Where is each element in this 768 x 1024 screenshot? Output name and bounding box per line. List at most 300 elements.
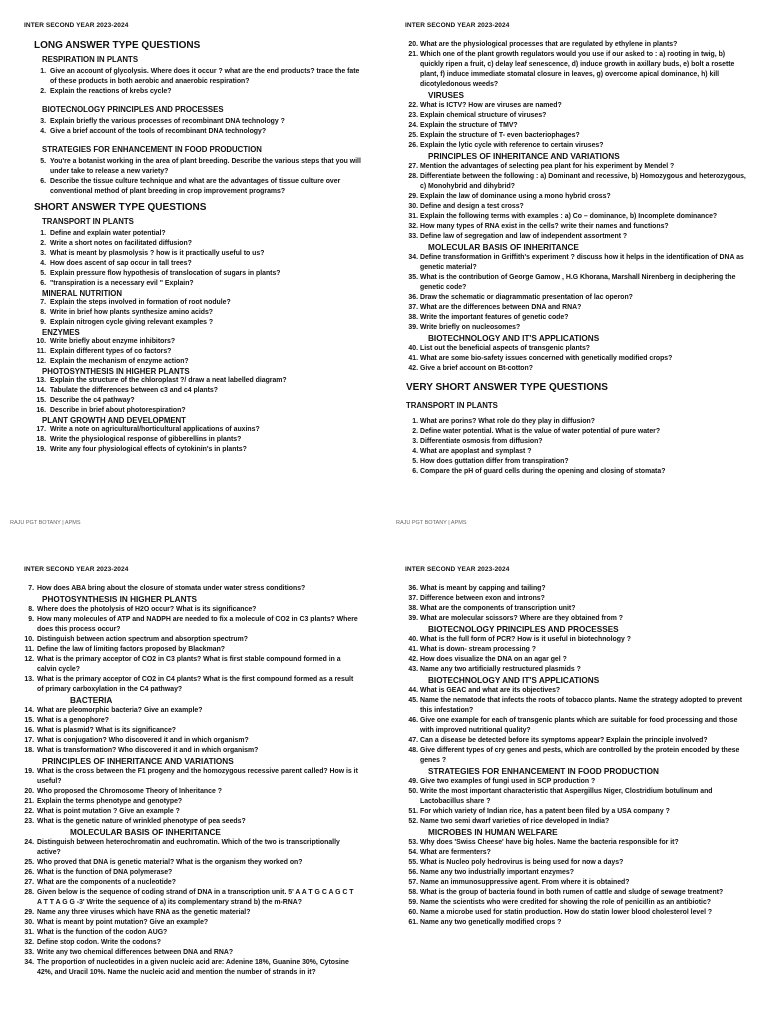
topic-title-biotechnology: BIOTECNOLOGY PRINCIPLES AND PROCESSES: [42, 105, 224, 114]
question-number: 15.: [24, 717, 34, 724]
question-item: [34, 249, 364, 259]
question-text: You're a botanist working in the area of plant breeding. Describe the various steps that you will under take to release a new variety?: [50, 158, 361, 175]
question-item: [404, 101, 750, 111]
topic-title-biotech-applications: BIOTECHNOLOGY AND IT'S APPLICATIONS: [428, 334, 600, 343]
page-header: INTER SECOND YEAR 2023-2024: [24, 566, 129, 573]
topic-title-biotech-applications: BIOTECHNOLOGY AND IT'S APPLICATIONS: [428, 676, 600, 685]
question-number: 35.: [408, 274, 418, 281]
question-text: Draw the schematic or diagrammatic presentation of lac operon?: [420, 294, 633, 301]
question-item: [404, 212, 750, 222]
question-item: [34, 127, 364, 137]
question-text: What are molecular scissors? Where are they obtained from ?: [420, 615, 623, 622]
question-text: What is meant by point mutation? Give an example?: [37, 919, 209, 926]
question-item: [404, 121, 750, 131]
question-number: 20.: [408, 41, 418, 48]
question-text: How does guttation differ from transpiration?: [420, 458, 569, 465]
question-item: [404, 594, 750, 604]
question-list-enzymes: [34, 337, 364, 367]
question-number: 4.: [40, 260, 46, 267]
question-text: Write any two chemical differences between DNA and RNA?: [37, 949, 234, 956]
question-text: Write briefly on nucleosomes?: [420, 324, 521, 331]
question-list-photosynthesis: [18, 605, 358, 695]
question-number: 1.: [40, 68, 46, 75]
question-item: [404, 584, 750, 594]
question-number: 56.: [408, 869, 418, 876]
page-4-content: [404, 584, 750, 928]
question-text: What is the primary acceptor of CO2 in C4 plants? What is the first compound formed as a result of primary carboxylation in the C4 pathway?: [37, 676, 354, 693]
question-number: 47.: [408, 737, 418, 744]
question-number: 7.: [40, 299, 46, 306]
question-text: Explain nitrogen cycle giving relevant examples ?: [50, 319, 214, 326]
question-item: [404, 222, 750, 232]
question-text: Describe in brief about photorespiration?: [50, 407, 186, 414]
question-item: [18, 787, 358, 797]
question-number: 42.: [408, 365, 418, 372]
question-text: What is plasmid? What is its significance?: [37, 727, 176, 734]
topic-title-enzymes: ENZYMES: [42, 328, 80, 337]
question-item: [34, 229, 364, 239]
question-text: Name any two genetically modified crops ?: [420, 919, 562, 926]
question-item: [18, 878, 358, 888]
question-number: 28.: [24, 889, 34, 896]
question-item: [18, 858, 358, 868]
question-list-biotech-applications: [404, 686, 750, 766]
question-item: [404, 50, 750, 90]
question-text: Name the nematode that infects the roots of tobacco plants. Name the strategy adopted to prevent this infestation?: [420, 697, 742, 714]
question-text: Name the scientists who were credited for showing the role of penicillin as an antibiotic?: [420, 899, 711, 906]
question-number: 13.: [36, 377, 46, 384]
page-3-content: [18, 584, 358, 978]
question-item: [18, 706, 358, 716]
question-number: 19.: [24, 768, 34, 775]
question-text: Explain briefly the various processes of recombinant DNA technology ?: [50, 118, 285, 125]
question-number: 59.: [408, 899, 418, 906]
topic-title-plant-growth: PLANT GROWTH AND DEVELOPMENT: [42, 416, 186, 425]
question-text: What is the genetic nature of wrinkled phenotype of pea seeds?: [37, 818, 246, 825]
question-item: [34, 435, 364, 445]
page-header: INTER SECOND YEAR 2023-2024: [405, 22, 510, 29]
question-number: 26.: [408, 142, 418, 149]
question-text: What is meant by capping and tailing?: [420, 585, 546, 592]
question-item: [404, 878, 750, 888]
question-text: Define transformation in Griffith's experiment ? discuss how it helps in the identification of DNA as genetic material?: [420, 254, 744, 271]
question-number: 52.: [408, 818, 418, 825]
question-number: 1.: [412, 418, 418, 425]
question-item: [18, 645, 358, 655]
question-item: [18, 605, 358, 615]
question-number: 22.: [408, 102, 418, 109]
question-number: 48.: [408, 747, 418, 754]
question-number: 4.: [40, 128, 46, 135]
question-number: 39.: [408, 615, 418, 622]
question-number: 51.: [408, 808, 418, 815]
question-item: [18, 817, 358, 827]
question-text: Give different types of cry genes and pests, which are controlled by the protein encoded by these genes ?: [420, 747, 740, 764]
question-number: 12.: [24, 656, 34, 663]
question-text: Write briefly about enzyme inhibitors?: [50, 338, 176, 345]
page-3: [0, 552, 384, 1024]
page-1-content: [34, 40, 364, 455]
question-item: [18, 928, 358, 938]
question-item: [404, 746, 750, 766]
question-item: [34, 269, 364, 279]
question-number: 60.: [408, 909, 418, 916]
question-item: [404, 888, 750, 898]
question-text: Describe the c4 pathway?: [50, 397, 135, 404]
question-list-growth-continued: [404, 40, 750, 90]
topic-title-photosynthesis: PHOTOSYNTHESIS IN HIGHER PLANTS: [42, 595, 197, 604]
question-number: 23.: [24, 818, 34, 825]
question-number: 38.: [408, 314, 418, 321]
question-list-strategies: [34, 157, 364, 197]
question-item: [404, 604, 750, 614]
topic-title-molecular-basis: MOLECULAR BASIS OF INHERITANCE: [428, 243, 579, 252]
question-text: Write the most important characteristic that Aspergillus Niger, Clostridium botulinum and Lactobacillus share ?: [420, 788, 713, 805]
question-item: [18, 584, 358, 594]
question-number: 27.: [24, 879, 34, 886]
question-text: Give an account of glycolysis. Where does it occur ? what are the end products? trace the fate of these products in both aerobic and anaerobic respiration?: [50, 68, 360, 85]
question-text: What is the contribution of George Gamow , H.G Khorana, Marshall Nirenberg in deciphering the genetic code?: [420, 274, 736, 291]
question-item: [404, 293, 750, 303]
question-text: Distinguish between action spectrum and absorption spectrum?: [37, 636, 248, 643]
question-number: 41.: [408, 355, 418, 362]
question-text: Give a brief account on Bt-cotton?: [420, 365, 533, 372]
page-header: INTER SECOND YEAR 2023-2024: [24, 22, 129, 29]
question-item: [404, 716, 750, 736]
question-text: What is point mutation ? Give an example ?: [37, 808, 180, 815]
question-item: [404, 686, 750, 696]
question-item: [404, 614, 750, 624]
topic-title-respiration: RESPIRATION IN PLANTS: [42, 55, 139, 64]
question-list-strategies: [404, 777, 750, 827]
question-text: Define and design a test cross?: [420, 203, 524, 210]
question-number: 5.: [40, 270, 46, 277]
page-header: INTER SECOND YEAR 2023-2024: [405, 566, 510, 573]
question-text: What is the function of the codon AUG?: [37, 929, 168, 936]
question-number: 61.: [408, 919, 418, 926]
question-number: 34.: [24, 959, 34, 966]
question-number: 2.: [412, 428, 418, 435]
topic-title-transport: TRANSPORT IN PLANTS: [42, 217, 134, 226]
question-item: [18, 767, 358, 787]
question-item: [404, 202, 750, 212]
question-number: 36.: [408, 294, 418, 301]
question-text: What are some bio-safety issues concerned with genetically modified crops?: [420, 355, 673, 362]
question-number: 36.: [408, 585, 418, 592]
question-number: 46.: [408, 717, 418, 724]
question-text: What are porins? What role do they play in diffusion?: [420, 418, 595, 425]
page-1: [0, 0, 384, 526]
question-number: 11.: [36, 348, 46, 355]
question-text: What is transformation? Who discovered it and in which organism?: [37, 747, 259, 754]
question-item: [18, 635, 358, 645]
question-number: 15.: [36, 397, 46, 404]
question-number: 58.: [408, 889, 418, 896]
question-number: 26.: [24, 869, 34, 876]
question-text: Define stop codon. Write the codons?: [37, 939, 161, 946]
question-item: [18, 868, 358, 878]
question-item: [34, 337, 364, 347]
question-number: 18.: [24, 747, 34, 754]
question-list-mineral-nutrition: [34, 298, 364, 328]
topic-title-inheritance: PRINCIPLES OF INHERITANCE AND VARIATIONS: [428, 152, 620, 161]
question-text: Who proved that DNA is genetic material? What is the organism they worked on?: [37, 859, 303, 866]
question-item: [18, 746, 358, 756]
question-item: [404, 192, 750, 202]
question-text: What is the group of bacteria found in both rumen of cattle and sludge of sewage treatment?: [420, 889, 724, 896]
topic-title-photosynthesis: PHOTOSYNTHESIS IN HIGHER PLANTS: [42, 367, 190, 376]
topic-title-strategies: STRATEGIES FOR ENHANCEMENT IN FOOD PRODUCTION: [428, 767, 659, 776]
question-text: Write any four physiological effects of cytokinin's in plants?: [50, 446, 247, 453]
question-text: Define the law of limiting factors proposed by Blackman?: [37, 646, 225, 653]
question-item: [18, 797, 358, 807]
question-text: For which variety of Indian rice, has a patent been filed by a USA company ?: [420, 808, 670, 815]
question-number: 5.: [412, 458, 418, 465]
question-number: 3.: [412, 438, 418, 445]
question-text: How does ascent of sap occur in tall trees?: [50, 260, 192, 267]
question-text: Explain chemical structure of viruses?: [420, 112, 547, 119]
question-text: Define water potential. What is the value of water potential of pure water?: [420, 428, 661, 435]
question-number: 5.: [40, 158, 46, 165]
page-2-content: [404, 40, 750, 477]
question-number: 23.: [408, 112, 418, 119]
question-item: [404, 162, 750, 172]
question-text: Define law of segregation and law of independent assortment ?: [420, 233, 628, 240]
question-text: Explain different types of co factors?: [50, 348, 172, 355]
question-text: Explain the following terms with examples : a) Co – dominance, b) Incomplete dominance?: [420, 213, 718, 220]
question-text: Differentiate osmosis from diffusion?: [420, 438, 543, 445]
question-text: Explain the steps involved in formation of root nodule?: [50, 299, 231, 306]
question-text: How does visualize the DNA on an agar gel ?: [420, 656, 567, 663]
question-item: [404, 635, 750, 645]
question-number: 17.: [24, 737, 34, 744]
question-number: 28.: [408, 173, 418, 180]
question-item: [404, 344, 750, 354]
question-number: 20.: [24, 788, 34, 795]
question-number: 33.: [24, 949, 34, 956]
question-item: [404, 303, 750, 313]
question-text: What are the physiological processes that are regulated by ethylene in plants?: [420, 41, 678, 48]
question-text: Write a short notes on facilitated diffusion?: [50, 240, 192, 247]
question-item: [34, 396, 364, 406]
question-item: [404, 665, 750, 675]
question-number: 37.: [408, 304, 418, 311]
question-item: [34, 318, 364, 328]
question-text: What are the differences between DNA and RNA?: [420, 304, 582, 311]
question-number: 6.: [40, 280, 46, 287]
question-item: [404, 172, 750, 192]
question-item: [404, 467, 750, 477]
question-number: 27.: [408, 163, 418, 170]
question-item: [18, 615, 358, 635]
question-list-biotech-applications: [404, 344, 750, 374]
question-text: Explain the mechanism of enzyme action?: [50, 358, 189, 365]
question-item: [404, 457, 750, 467]
question-list-transport-vsa: [404, 417, 750, 477]
question-item: [34, 425, 364, 435]
question-number: 30.: [24, 919, 34, 926]
question-item: [404, 354, 750, 364]
question-number: 12.: [36, 358, 46, 365]
question-number: 57.: [408, 879, 418, 886]
question-item: [404, 838, 750, 848]
question-number: 8.: [40, 309, 46, 316]
question-number: 50.: [408, 788, 418, 795]
question-number: 9.: [28, 616, 34, 623]
question-item: [34, 298, 364, 308]
question-text: Name any two artificially restructured plasmids ?: [420, 666, 581, 673]
question-text: "transpiration is a necessary evil " Explain?: [50, 280, 194, 287]
question-number: 40.: [408, 636, 418, 643]
question-number: 32.: [24, 939, 34, 946]
page-footer: RAJU PGT BOTANY | APMS: [396, 520, 467, 526]
question-item: [34, 386, 364, 396]
question-text: How many molecules of ATP and NADPH are needed to fix a molecule of CO2 in C3 plants? Where does this process occur?: [37, 616, 358, 633]
question-list-inheritance: [18, 767, 358, 827]
question-list-plant-growth: [34, 425, 364, 455]
question-list-inheritance: [404, 162, 750, 242]
question-list-microbes: [404, 838, 750, 928]
question-item: [18, 655, 358, 675]
question-text: List out the beneficial aspects of transgenic plants?: [420, 345, 591, 352]
topic-title-viruses: VIRUSES: [428, 91, 464, 100]
question-text: Give a brief account of the tools of recombinant DNA technology?: [50, 128, 267, 135]
question-text: What are the components of a nucleotide?: [37, 879, 176, 886]
question-item: [34, 117, 364, 127]
question-text: What is the cross between the F1 progeny and the homozygous recessive parent called? How is it useful?: [37, 768, 358, 785]
question-text: Explain the structure of T- even bacteriophages?: [420, 132, 580, 139]
question-text: Explain pressure flow hypothesis of translocation of sugars in plants?: [50, 270, 281, 277]
question-number: 44.: [408, 687, 418, 694]
question-item: [404, 817, 750, 827]
topic-title-inheritance: PRINCIPLES OF INHERITANCE AND VARIATIONS: [42, 757, 234, 766]
topic-title-strategies: STRATEGIES FOR ENHANCEMENT IN FOOD PRODUCTION: [42, 145, 262, 154]
question-text: Explain the structure of TMV?: [420, 122, 518, 129]
question-number: 25.: [24, 859, 34, 866]
question-number: 3.: [40, 118, 46, 125]
question-text: Write a note on agricultural/horticultural applications of auxins?: [50, 426, 260, 433]
question-text: Can a disease be detected before its symptoms appear? Explain the principle involved?: [420, 737, 708, 744]
topic-title-molecular-basis: MOLECULAR BASIS OF INHERITANCE: [70, 828, 221, 837]
question-item: [404, 40, 750, 50]
question-text: Difference between exon and introns?: [420, 595, 545, 602]
page-4: [384, 552, 768, 1024]
question-number: 11.: [24, 646, 34, 653]
question-list-transport: [34, 229, 364, 289]
question-item: [404, 427, 750, 437]
question-list-molecular-basis: [404, 253, 750, 333]
question-text: Mention the advantages of selecting pea plant for his experiment by Mendel ?: [420, 163, 675, 170]
question-number: 34.: [408, 254, 418, 261]
question-item: [404, 417, 750, 427]
question-item: [18, 958, 358, 978]
question-number: 45.: [408, 697, 418, 704]
question-number: 16.: [36, 407, 46, 414]
question-list-biotechnology: [404, 635, 750, 675]
topic-title-transport: TRANSPORT IN PLANTS: [406, 401, 498, 410]
question-item: [34, 376, 364, 386]
topic-title-biotechnology: BIOTECNOLOGY PRINCIPLES AND PROCESSES: [428, 625, 619, 634]
question-item: [18, 938, 358, 948]
question-text: Name an immunosuppressive agent. From where it is obtained?: [420, 879, 630, 886]
question-number: 53.: [408, 839, 418, 846]
question-text: Given below is the sequence of coding strand of DNA in a transcription unit. 5' A A T G C A G C T A T T A G G -3' Write the sequence of a) its complementary strand b) the m-RNA?: [37, 889, 354, 906]
question-number: 37.: [408, 595, 418, 602]
question-text: What is ICTV? How are viruses are named?: [420, 102, 562, 109]
question-list-viruses: [404, 101, 750, 151]
question-number: 31.: [24, 929, 34, 936]
question-item: [18, 918, 358, 928]
question-number: 40.: [408, 345, 418, 352]
question-text: Give two examples of fungi used in SCP production ?: [420, 778, 596, 785]
question-number: 30.: [408, 203, 418, 210]
question-number: 4.: [412, 448, 418, 455]
question-text: How does ABA bring about the closure of stomata under water stress conditions?: [37, 585, 306, 592]
question-item: [404, 313, 750, 323]
question-item: [404, 232, 750, 242]
question-number: 41.: [408, 646, 418, 653]
question-text: What is the primary acceptor of CO2 in C3 plants? What is first stable compound formed in a calvin cycle?: [37, 656, 341, 673]
question-item: [18, 838, 358, 858]
question-number: 9.: [40, 319, 46, 326]
question-text: What are apoplast and symplast ?: [420, 448, 532, 455]
question-item: [18, 888, 358, 908]
question-text: Distinguish between heterochromatin and euchromatin. Which of the two is transcriptionally active?: [37, 839, 340, 856]
question-item: [34, 177, 364, 197]
question-text: Name a microbe used for statin production. How do statin lower blood cholesterol level ?: [420, 909, 713, 916]
question-text: What is meant by plasmolysis ? how is it practically useful to us?: [50, 250, 265, 257]
question-item: [34, 347, 364, 357]
topic-title-microbes: MICROBES IN HUMAN WELFARE: [428, 828, 558, 837]
question-number: 17.: [36, 426, 46, 433]
question-item: [404, 437, 750, 447]
question-number: 43.: [408, 666, 418, 673]
question-text: Who proposed the Chromosome Theory of Inheritance ?: [37, 788, 222, 795]
question-text: Name any two industrially important enzymes?: [420, 869, 574, 876]
question-item: [18, 807, 358, 817]
question-text: What are the components of transcription unit?: [420, 605, 576, 612]
question-number: 29.: [24, 909, 34, 916]
question-number: 14.: [36, 387, 46, 394]
question-number: 3.: [40, 250, 46, 257]
question-item: [34, 445, 364, 455]
question-text: What is GEAC and what are its objectives?: [420, 687, 561, 694]
question-text: What is a genophore?: [37, 717, 109, 724]
question-item: [18, 948, 358, 958]
question-item: [18, 908, 358, 918]
question-number: 54.: [408, 849, 418, 856]
question-number: 29.: [408, 193, 418, 200]
question-list-molecular-basis: [18, 838, 358, 978]
question-number: 2.: [40, 88, 46, 95]
question-item: [404, 141, 750, 151]
question-item: [34, 239, 364, 249]
question-number: 24.: [24, 839, 34, 846]
question-list-biotechnology: [34, 117, 364, 137]
question-number: 31.: [408, 213, 418, 220]
question-text: The proportion of nucleotides in a given nucleic acid are: Adenine 18%, Guanine 30%, Cytosine 42%, and Uracil 10%. Name the nucleic acid and mention the number of strands in it?: [37, 959, 349, 976]
question-item: [34, 357, 364, 367]
question-text: Where does the photolysis of H2O occur? What is its significance?: [37, 606, 257, 613]
question-item: [404, 777, 750, 787]
question-item: [404, 253, 750, 273]
section-title-very-short-answer: VERY SHORT ANSWER TYPE QUESTIONS: [406, 382, 608, 393]
question-item: [404, 868, 750, 878]
question-text: Explain the terms phenotype and genotype?: [37, 798, 183, 805]
question-number: 33.: [408, 233, 418, 240]
question-item: [34, 406, 364, 416]
question-item: [404, 364, 750, 374]
